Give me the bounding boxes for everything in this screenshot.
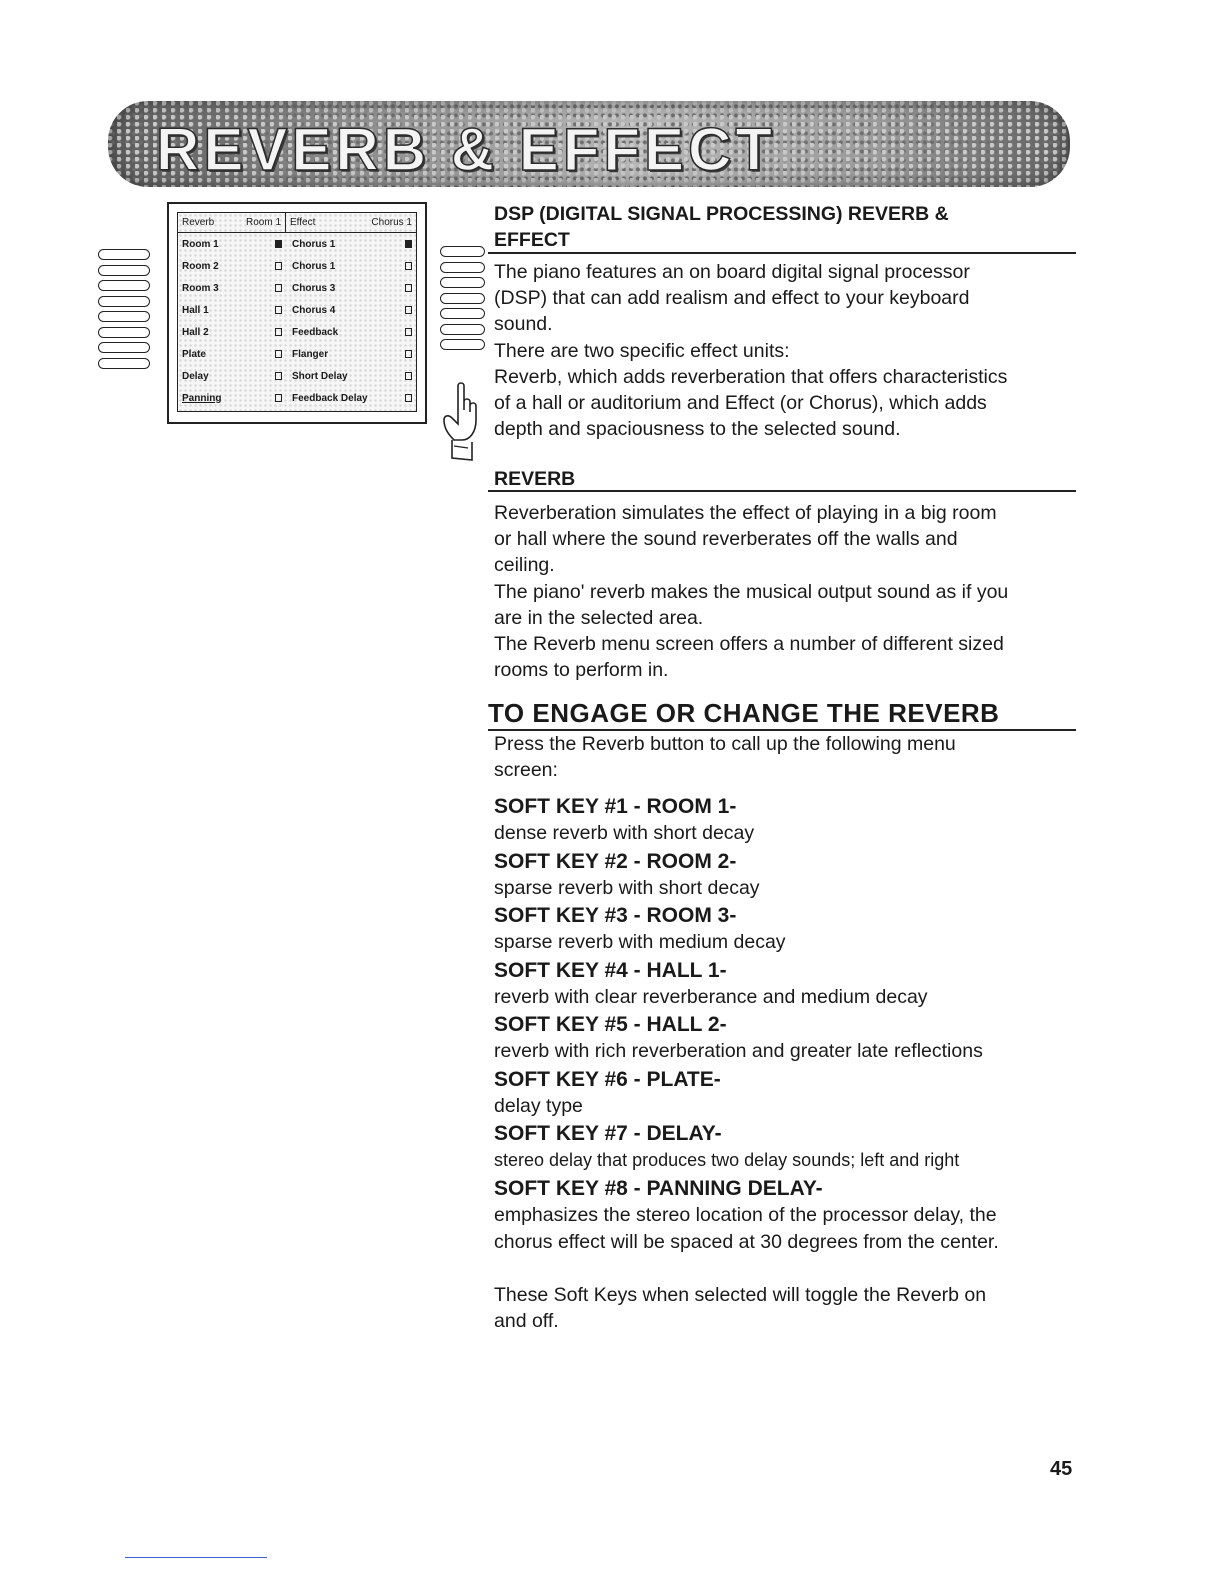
dsp-line: depth and spaciousness to the selected sound. xyxy=(494,418,901,441)
dsp-line: Reverb, which adds reverberation that offers characteristics xyxy=(494,365,1008,388)
page-number: 45 xyxy=(1050,1458,1073,1480)
softkey-button[interactable] xyxy=(98,358,150,369)
lcd-row xyxy=(178,277,416,299)
footer-rule xyxy=(125,1557,267,1558)
reverb-heading: REVERB xyxy=(494,468,576,490)
lcd-row xyxy=(178,365,416,387)
softkey-title: SOFT KEY #1 - ROOM 1- xyxy=(494,795,737,818)
page-title: REVERB & EFFECT xyxy=(156,116,777,183)
closing-line: and off. xyxy=(494,1310,559,1333)
checkbox-icon xyxy=(275,372,282,380)
reverb-line: Reverberation simulates the effect of playing in a big room xyxy=(494,502,997,524)
softkey-title: SOFT KEY #6 - PLATE- xyxy=(494,1067,721,1091)
softkey-desc: dense reverb with short decay xyxy=(494,822,755,844)
softkey-desc: emphasizes the stereo location of the processor delay, the xyxy=(494,1203,997,1226)
engage-heading: TO ENGAGE OR CHANGE THE REVERB xyxy=(488,698,1000,728)
lcd-reverb-option: Room 3 xyxy=(182,282,219,294)
softkey-desc: stereo delay that produces two delay sounds; left and right xyxy=(494,1150,960,1170)
lcd-header-reverb-value: Room 1 xyxy=(245,217,281,228)
engage-body xyxy=(494,731,1078,783)
lcd-reverb-option: Hall 2 xyxy=(182,326,209,338)
softkey-button[interactable] xyxy=(98,296,150,307)
softkey-button[interactable] xyxy=(98,327,150,338)
dsp-line: The piano features an on board digital signal processor xyxy=(494,261,970,283)
left-softkey-column xyxy=(98,249,150,369)
softkey-button[interactable] xyxy=(440,246,485,257)
lcd-effect-option: Flanger xyxy=(292,348,329,360)
lcd-row xyxy=(178,343,416,365)
closing-note xyxy=(494,1282,1078,1334)
softkey-title: SOFT KEY #5 - HALL 2- xyxy=(494,1013,727,1036)
lcd-header-reverb: Reverb xyxy=(182,217,215,228)
softkey-button[interactable] xyxy=(440,277,485,288)
softkey-button[interactable] xyxy=(440,308,485,319)
reverb-divider xyxy=(488,490,1076,492)
reverb-line: ceiling. xyxy=(494,554,555,577)
lcd-screen xyxy=(177,212,417,412)
reverb-line: The Reverb menu screen offers a number of different sized xyxy=(494,633,1004,656)
checkbox-icon xyxy=(405,350,412,358)
checkbox-icon xyxy=(275,262,282,270)
title-banner xyxy=(108,101,1070,187)
reverb-body xyxy=(494,500,1078,683)
reverb-line: or hall where the sound reverberates off the walls and xyxy=(494,528,958,551)
lcd-row xyxy=(178,387,416,409)
checkbox-icon xyxy=(275,284,282,292)
reverb-line: are in the selected area. xyxy=(494,606,704,629)
softkey-desc: reverb with clear reverberance and medium decay xyxy=(494,985,928,1008)
softkey-button[interactable] xyxy=(440,262,485,273)
dsp-divider xyxy=(488,252,1076,254)
reverb-line: The piano' reverb makes the musical output sound as if you xyxy=(494,580,1009,603)
dsp-section xyxy=(494,201,1078,253)
softkey-title: SOFT KEY #4 - HALL 1- xyxy=(494,958,727,982)
lcd-row xyxy=(178,233,416,255)
dsp-line: of a hall or auditorium and Effect (or Chorus), which adds xyxy=(494,392,987,415)
softkey-button[interactable] xyxy=(440,324,485,335)
lcd-effect-option: Feedback Delay xyxy=(292,392,368,404)
lcd-header xyxy=(178,213,416,233)
softkey-desc: chorus effect will be spaced at 30 degrees from the center. xyxy=(494,1231,999,1253)
lcd-effect-option: Chorus 4 xyxy=(292,304,336,316)
softkey-desc: delay type xyxy=(494,1094,583,1117)
lcd-reverb-option: Room 1 xyxy=(182,238,219,250)
lcd-row xyxy=(178,255,416,277)
dsp-heading: DSP (DIGITAL SIGNAL PROCESSING) REVERB & xyxy=(494,203,949,225)
checkbox-icon xyxy=(275,350,282,358)
lcd-effect-option: Chorus 1 xyxy=(292,260,336,272)
softkey-title: SOFT KEY #2 - ROOM 2- xyxy=(494,849,737,873)
lcd-row xyxy=(178,321,416,343)
lcd-reverb-option: Hall 1 xyxy=(182,304,209,316)
checkbox-icon xyxy=(275,306,282,314)
lcd-effect-option: Chorus 1 xyxy=(292,238,336,250)
softkey-desc: reverb with rich reverberation and greater late reflections xyxy=(494,1040,983,1062)
checkbox-icon xyxy=(405,240,412,248)
pointing-hand-icon xyxy=(440,380,490,468)
lcd-header-effect-value: Chorus 1 xyxy=(371,217,412,228)
dsp-line: (DSP) that can add realism and effect to your keyboard xyxy=(494,287,970,310)
softkey-button[interactable] xyxy=(98,280,150,291)
softkey-button[interactable] xyxy=(440,339,485,350)
softkey-button[interactable] xyxy=(98,311,150,322)
dsp-line: There are two specific effect units: xyxy=(494,339,790,362)
softkey-button[interactable] xyxy=(98,265,150,276)
softkey-title: SOFT KEY #3 - ROOM 3- xyxy=(494,904,737,927)
softkey-title: SOFT KEY #8 - PANNING DELAY- xyxy=(494,1176,823,1200)
lcd-reverb-option: Delay xyxy=(182,370,209,382)
checkbox-icon xyxy=(275,394,282,402)
lcd-reverb-option: Panning xyxy=(182,392,222,404)
checkbox-icon xyxy=(405,372,412,380)
lcd-effect-option: Feedback xyxy=(292,326,339,338)
dsp-heading-cont: EFFECT xyxy=(494,229,570,251)
lcd-reverb-option: Room 2 xyxy=(182,260,219,272)
checkbox-icon xyxy=(405,262,412,270)
softkey-button[interactable] xyxy=(440,293,485,304)
lcd-screen-frame xyxy=(167,202,427,424)
closing-line: These Soft Keys when selected will toggle the Reverb on xyxy=(494,1284,987,1306)
checkbox-icon xyxy=(275,240,282,248)
checkbox-icon xyxy=(405,394,412,402)
dsp-line: sound. xyxy=(494,313,553,336)
checkbox-icon xyxy=(405,306,412,314)
dsp-body xyxy=(494,259,1078,442)
lcd-effect-option: Short Delay xyxy=(292,370,348,382)
checkbox-icon xyxy=(405,328,412,336)
softkey-desc: sparse reverb with medium decay xyxy=(494,931,786,953)
softkey-list xyxy=(494,793,1078,1257)
softkey-desc: sparse reverb with short decay xyxy=(494,876,760,899)
engage-line: Press the Reverb button to call up the following menu xyxy=(494,733,956,755)
right-softkey-column xyxy=(440,246,485,350)
lcd-effect-option: Chorus 3 xyxy=(292,282,336,294)
softkey-button[interactable] xyxy=(98,342,150,353)
checkbox-icon xyxy=(405,284,412,292)
checkbox-icon xyxy=(275,328,282,336)
reverb-line: rooms to perform in. xyxy=(494,659,669,682)
reverb-section xyxy=(494,466,1078,492)
lcd-reverb-option: Plate xyxy=(182,348,206,360)
softkey-title: SOFT KEY #7 - DELAY- xyxy=(494,1122,722,1145)
softkey-button[interactable] xyxy=(98,249,150,260)
lcd-header-effect: Effect xyxy=(290,217,316,228)
lcd-row xyxy=(178,299,416,321)
engage-line: screen: xyxy=(494,759,558,782)
